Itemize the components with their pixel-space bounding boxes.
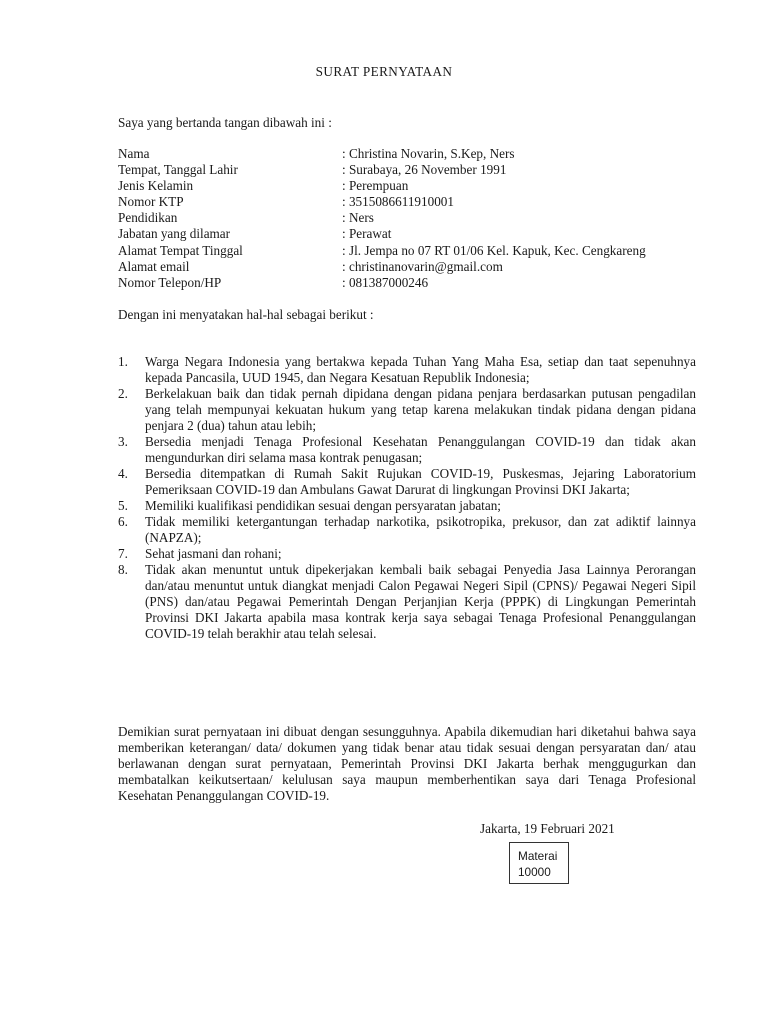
field-value: : Surabaya, 26 November 1991 [342, 162, 507, 178]
field-row-telepon [118, 275, 718, 291]
field-row-nama [118, 146, 718, 162]
field-label: Alamat email [118, 258, 190, 274]
item-text: Bersedia menjadi Tenaga Profesional Kesehatan Penanggulangan COVID-19 dan tidak akan mengundurkan diri selama masa kontrak penugasan; [145, 434, 696, 465]
field-value: : christinanovarin@gmail.com [342, 258, 503, 274]
list-item [118, 546, 696, 562]
field-row-jabatan [118, 226, 718, 242]
item-number: 2. [118, 386, 128, 401]
stamp-value: 10000 [518, 865, 551, 879]
field-label: Nama [118, 146, 150, 161]
field-label: Pendidikan [118, 210, 178, 226]
field-value: : Christina Novarin, S.Kep, Ners [342, 146, 515, 161]
field-label: Tempat, Tanggal Lahir [118, 162, 238, 178]
field-value: : 3515086611910001 [342, 194, 454, 210]
field-row-jenis-kelamin [118, 178, 718, 194]
field-row-email [118, 259, 718, 275]
field-label: Jabatan yang dilamar [118, 226, 231, 242]
place-date: Jakarta, 19 Februari 2021 [480, 821, 615, 836]
item-number: 5. [118, 498, 128, 513]
stamp-label: Materai [518, 849, 558, 863]
item-text: Berkelakuan baik dan tidak pernah dipidana dengan pidana penjara berdasarkan putusan pengadilan yang telah mempunyai kekuatan hukum yang tetap karena melakukan tindak pidana dengan pidana penjara 2 (dua) tahun atau lebih; [145, 386, 696, 433]
item-number: 7. [118, 546, 128, 561]
field-label: Alamat Tempat Tinggal [118, 242, 243, 258]
closing-paragraph: Demikian surat pernyataan ini dibuat dengan sesungguhnya. Apabila dikemudian hari diketahui bahwa saya memberikan keterangan/ data/ dokumen yang tidak benar atau tidak sesuai dengan persyaratan dan/ atau berlawanan dengan surat pernyataan, Pemerintah Provinsi DKI Jakarta berhak menggugurkan dan membatalkan keikutsertaan/ kelulusan saya maupun memberhentikan saya dari Tenaga Profesional Kesehatan Penanggulangan COVID-19. [118, 724, 696, 803]
field-label: Nomor Telepon/HP [118, 274, 222, 290]
field-value: : Perempuan [342, 178, 409, 194]
statement-list [118, 354, 696, 642]
stamp-duty-box [509, 842, 569, 884]
field-label: Jenis Kelamin [118, 178, 194, 194]
field-value: : Perawat [342, 226, 392, 242]
list-item [118, 466, 696, 498]
identity-fields [118, 146, 718, 291]
field-row-tempat-tanggal-lahir [118, 162, 718, 178]
field-row-alamat [118, 243, 718, 259]
list-item [118, 354, 696, 386]
item-text: Sehat jasmani dan rohani; [145, 546, 282, 561]
item-text: Warga Negara Indonesia yang bertakwa kepada Tuhan Yang Maha Esa, setiap dan taat sepenuhnya kepada Pancasila, UUD 1945, dan Negara Kesatuan Republik Indonesia; [145, 354, 696, 385]
list-item [118, 386, 696, 434]
field-value: : Ners [342, 210, 374, 226]
intro-text: Saya yang bertanda tangan dibawah ini : [118, 115, 332, 130]
item-number: 3. [118, 434, 128, 449]
item-text: Tidak memiliki ketergantungan terhadap narkotika, psikotropika, prekusor, dan zat adiktif lainnya (NAPZA); [145, 514, 696, 545]
field-label: Nomor KTP [118, 194, 184, 210]
document-title: SURAT PERNYATAAN [315, 64, 453, 79]
list-item [118, 498, 696, 514]
item-number: 4. [118, 466, 128, 481]
list-item [118, 514, 696, 546]
item-number: 6. [118, 514, 128, 529]
item-number: 1. [118, 354, 128, 369]
field-row-nomor-ktp [118, 194, 718, 210]
list-item [118, 562, 696, 642]
field-row-pendidikan [118, 210, 718, 226]
list-item [118, 434, 696, 466]
item-text: Bersedia ditempatkan di Rumah Sakit Rujukan COVID-19, Puskesmas, Jejaring Laboratorium Pemeriksaan COVID-19 dan Ambulans Gawat Darurat di lingkungan Provinsi DKI Jakarta; [145, 466, 696, 497]
item-number: 8. [118, 562, 128, 577]
item-text: Memiliki kualifikasi pendidikan sesuai dengan persyaratan jabatan; [145, 498, 501, 513]
item-text: Tidak akan menuntut untuk dipekerjakan kembali baik sebagai Penyedia Jasa Lainnya Perorangan dan/atau menuntut untuk diangkat menjadi Calon Pegawai Negeri Sipil (CPNS)/ Pegawai Negeri Sipil (PNS) dan/atau Pegawai Pemerintah Dengan Perjanjian Kerja (PPPK) di Lingkungan Pemerintah Provinsi DKI Jakarta apabila masa kontrak kerja saya sebagai Tenaga Profesional Penanggulangan COVID-19 telah berakhir atau telah selesai. [145, 562, 696, 641]
field-value: : Jl. Jempa no 07 RT 01/06 Kel. Kapuk, Kec. Cengkareng [342, 242, 646, 258]
statement-text: Dengan ini menyatakan hal-hal sebagai berikut : [118, 307, 374, 322]
field-value: : 081387000246 [342, 274, 429, 290]
